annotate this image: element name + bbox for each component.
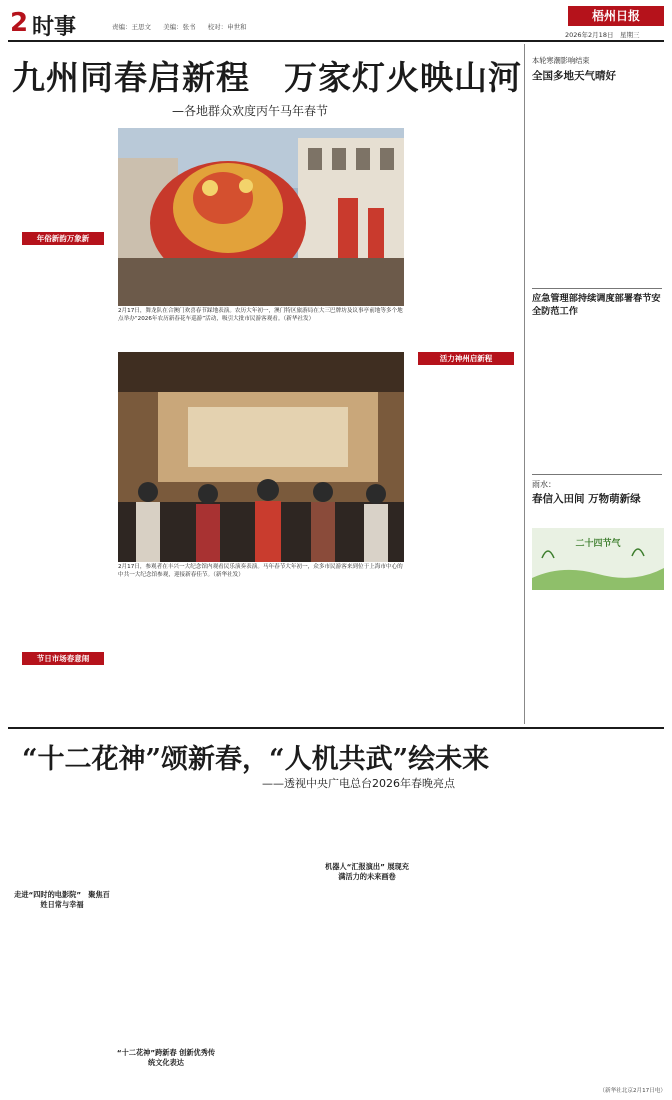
divider [532,474,662,475]
gala-subheadline: ——透视中央广电总台2026年春晚亮点 [262,777,455,790]
main-subheadline: —各地群众欢度丙午马年春节 [172,104,329,118]
designer-credit: 美编：张书 [163,23,196,31]
section-title: 时事 [32,15,77,40]
article-text-block [116,1070,216,1096]
article-text-block [410,128,520,348]
section-subhead: 节日市场春意闹 [22,652,104,665]
article-text-block [410,368,520,724]
article-text-block [12,914,112,1094]
weather-headline: 全国多地天气晴好 [532,70,616,82]
gala-subhead: 走进“四时的电影院” 聚焦百姓日常与幸福 [14,890,110,909]
article-text-block [324,886,408,1096]
article-text-block [532,322,662,472]
solar-term-caption: 二十四节气 [575,539,621,549]
newspaper-logo: 梧州日报 [568,6,664,26]
article-text-block [12,668,112,724]
article-text-block [306,596,404,724]
divider [532,288,662,289]
safety-headline: 应急管理部持续调度部署春节安全防范工作 [532,293,661,317]
column-divider [524,44,525,724]
article-text-block [324,808,408,858]
article-text-block [12,128,112,226]
solar-term-label: 雨水： [532,480,556,489]
article-text-block [212,596,302,724]
article-text-block [412,808,522,1096]
photo-caption: 2月17日，舞龙队在合澳门欢喜春节踩地表演。农历大年初一，澳门特区旅游局在大三巴牌坊及议事亭前地等多个地点举办“2026年农历新春花车巡游”活动，吸引大批市民游客观看。（新华社发） [118,308,403,322]
section-subhead: 年俗新韵万象新 [22,232,104,245]
editor-credits [112,22,257,31]
article-text-block [532,596,662,724]
editor-credit: 责编：王思文 [112,23,151,31]
photo-parade-macau [118,128,404,306]
main-headline: 九州同春启新程 万家灯火映山河 [12,58,522,97]
article-text-block [118,596,208,724]
article-text-block [12,250,112,648]
photo-caption: 2月17日，参观者在丰兴一大纪念馆内观看民乐演奏表演。马年春节大年初一，众多市民游客来到位于上海市中心的中共一大纪念馆参观，迎接新春佳节。（新华社发） [118,564,403,578]
photo-museum-visitors [118,352,404,562]
solar-term-illustration [532,528,664,590]
article-text-block [116,808,216,1046]
article-text-block [220,808,320,1096]
article-text-block [532,86,662,286]
solar-term-headline: 春信入田间 万物萌新绿 [532,493,641,505]
issue-date: 2026年2月18日 星期三 [565,31,640,39]
gala-subhead: 机器人“汇报演出” 展现充满活力的未来画卷 [325,862,409,881]
section-subhead: 活力神州启新程 [418,352,514,365]
article-text-block [532,808,662,1086]
header-rule [8,40,664,42]
gala-headline: “十二花神”颂新春，“人机共武”绘未来 [22,744,490,775]
proofreader-credit: 校对：申世和 [207,23,247,31]
page-number: 2 [10,8,29,38]
article-text-block [12,808,112,888]
weather-kicker: 本轮寒潮影响结束 [532,56,590,65]
gala-subhead: “十二花神”跨新春 创新优秀传统文化表达 [116,1048,216,1067]
section-rule [8,727,664,729]
news-credit: （新华社北京2月17日电） [599,1088,666,1094]
